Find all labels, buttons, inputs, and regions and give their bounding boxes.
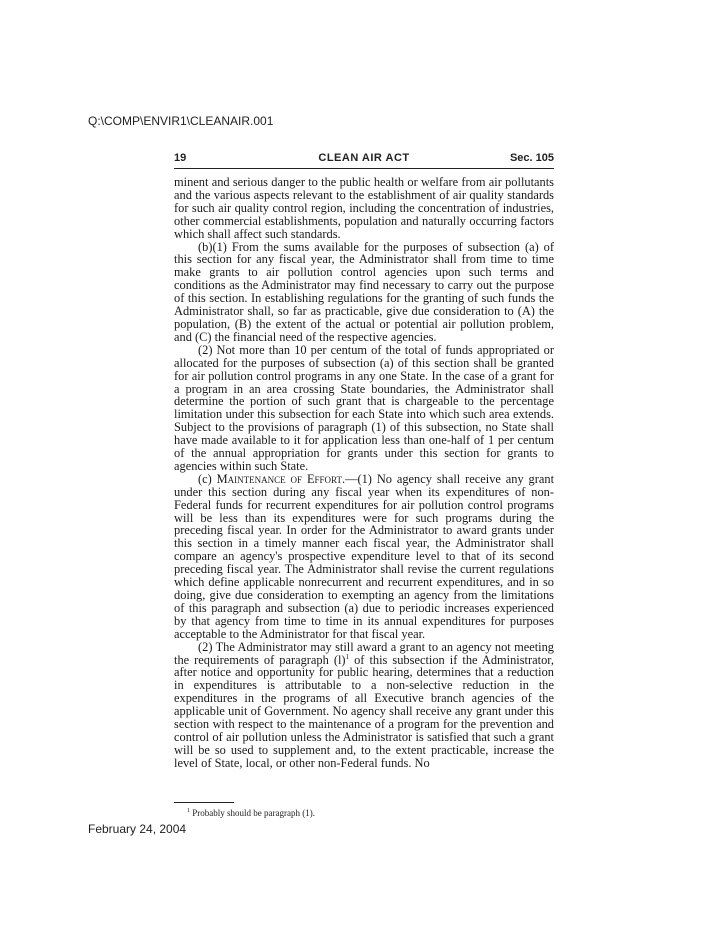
page-number: 19 — [174, 152, 187, 164]
paragraph-c1 — [174, 473, 554, 641]
running-header — [174, 150, 554, 169]
print-date: February 24, 2004 — [88, 822, 187, 836]
paragraph-b2: (2) Not more than 10 per centum of the total of funds appropriated or allocated for the purposes of subsection (a) of this section shall be granted for air pollution control programs in any one State. In the case of a grant for a program in an area crossing State boundaries, the Administrator shall determine the portion of such grant that is chargeable to the percentage limitation under this subsection for each State into which such area extends. Subject to the provisions of paragraph (1) of this subsection, no State shall have made available to it for application less than one-half of 1 per centum of the annual appropriation for grants under this section for grants to agencies within such State. — [174, 342, 554, 473]
file-path: Q:\COMP\ENVIR1\CLEANAIR.001 — [88, 114, 274, 128]
footnote-reference: 1 — [345, 652, 350, 661]
footnote — [187, 808, 315, 818]
paragraph-c2-text-b: of this subsection if the Administrator, after notice and opportunity for public hearing, determines that a reduction in expenditures is attributable to a non-selective reduction in the expenditures in the programs of all Executive branch agencies of the applicable unit of Government. No agency shall receive any grant under this section with respect to the maintenance of a program for the prevention and control of air pollution unless the Administrator is satisfied that such a grant will be so used to supplement and, to the extent practicable, increase the level of State, local, or other non-Federal funds. No — [174, 652, 554, 770]
paragraph-b1: (b)(1) From the sums available for the purposes of subsection (a) of this section for any fiscal year, the Administrator shall from time to time make grants to air pollution control agencies upon such terms and conditions as the Administrator may find necessary to carry out the purpose of this section. In establishing regulations for the granting of such funds the Administrator shall, so far as practicable, give due consideration to (A) the population, (B) the extent of the actual or potential air pollution problem, and (C) the financial need of the respective agencies. — [174, 239, 554, 344]
paragraph-c1-lead: (c) — [198, 471, 217, 486]
footnote-marker: 1 — [187, 808, 190, 814]
paragraph-c2-text-a: (2) The Administrator may still award a grant to an agency not meeting the requirements of paragraph (l) — [174, 639, 554, 667]
maintenance-of-effort-heading: Maintenance of Effort — [216, 471, 342, 486]
body-text — [174, 176, 554, 770]
header-title: CLEAN AIR ACT — [318, 152, 410, 164]
paragraph-continuation: minent and serious danger to the public health or welfare from air pollutants and the various aspects relevant to the establishment of air quality standards for such air quality control region, including the concentration of industries, other commercial establishments, population and naturally occurring factors which shall affect such standards. — [174, 175, 554, 241]
footnote-divider — [174, 802, 234, 803]
section-number: Sec. 105 — [509, 152, 554, 164]
footnote-text: Probably should be paragraph (1). — [192, 808, 315, 818]
paragraph-c1-text: .—(1) No agency shall receive any grant under this section during any fiscal year when its expenditures of non-Federal funds for recurrent expenditures for air pollution control programs will be less than its expenditures were for such programs during the preceding fiscal year. In order for the Administrator to award grants under this section in a timely manner each fiscal year, the Administrator shall compare an agency's prospective expenditure level to that of its second preceding fiscal year. The Administrator shall revise the current regulations which define applicable nonrecurrent and recurrent expenditures, and in so doing, give due consideration to exempting an agency from the limitations of this paragraph and subsection (a) due to periodic increases experienced by that agency from time to time in its annual expenditures for purposes acceptable to the Administrator for that fiscal year. — [174, 471, 555, 641]
paragraph-c2 — [174, 641, 554, 770]
